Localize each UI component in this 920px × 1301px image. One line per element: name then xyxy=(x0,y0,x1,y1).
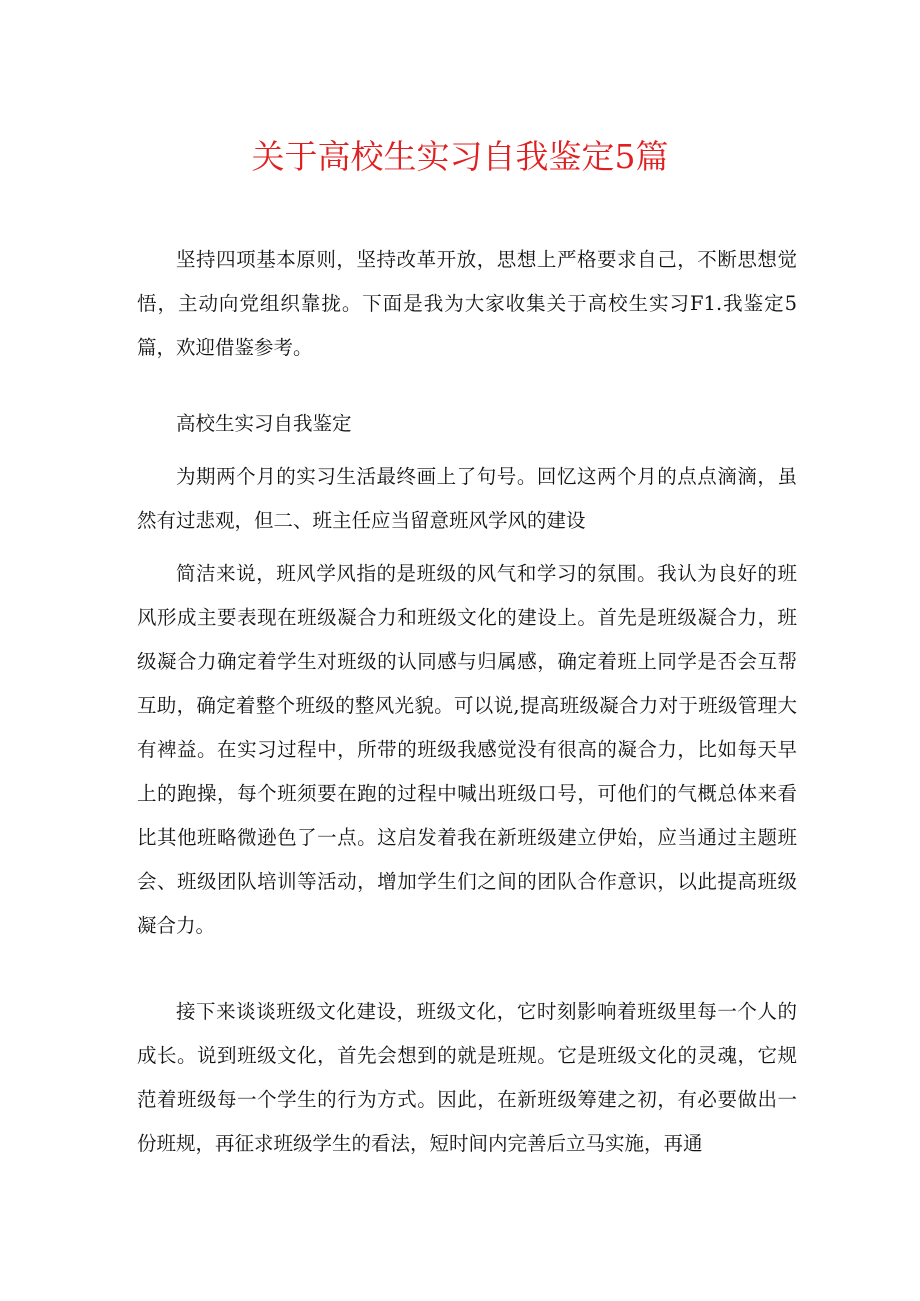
section-heading: 高校生实习自我鉴定 xyxy=(176,412,352,435)
document-title: 关于高校生实习自我鉴定5篇 xyxy=(251,137,669,176)
body-paragraph: 为期两个月的实习生活最终画上了句号。回忆这两个月的点点滴滴，虽然有过悲观，但二、班主任应当留意班风学风的建设 xyxy=(137,465,797,532)
body-paragraph: 接下来谈谈班级文化建设，班级文化，它时刻影响着班级里每一个人的成长。说到班级文化，首先会想到的就是班规。它是班级文化的灵魂，它规范着班级每一个学生的行为方式。因此，在新班级筹建之初，有必要做出一份班规，再征求班级学生的看法，短时间内完善后立马实施，再通 xyxy=(137,1000,797,1155)
body-paragraph: 简洁来说，班风学风指的是班级的风气和学习的氛围。我认为良好的班风形成主要表现在班级凝合力和班级文化的建设上。首先是班级凝合力，班级凝合力确定着学生对班级的认同感与归属感，确定着班上同学是否会互帮互助，确定着整个班级的整风光貌。可以说,提高班级凝合力对于班级管理大有裨益。在实习过程中，所带的班级我感觉没有很高的凝合力，比如每天早上的跑操，每个班须要在跑的过程中喊出班级口号，可他们的气概总体来看比其他班略微逊色了一点。这启发着我在新班级建立伊始，应当通过主题班会、班级团队培训等活动，增加学生们之间的团队合作意识，以此提高班级凝合力。 xyxy=(137,562,797,937)
intro-paragraph: 坚持四项基本原则，坚持改革开放，思想上严格要求自己，不断思想觉悟，主动向党组织靠拢。下面是我为大家收集关于高校生实习F1.我鉴定5篇，欢迎借鉴参考。 xyxy=(137,248,797,359)
